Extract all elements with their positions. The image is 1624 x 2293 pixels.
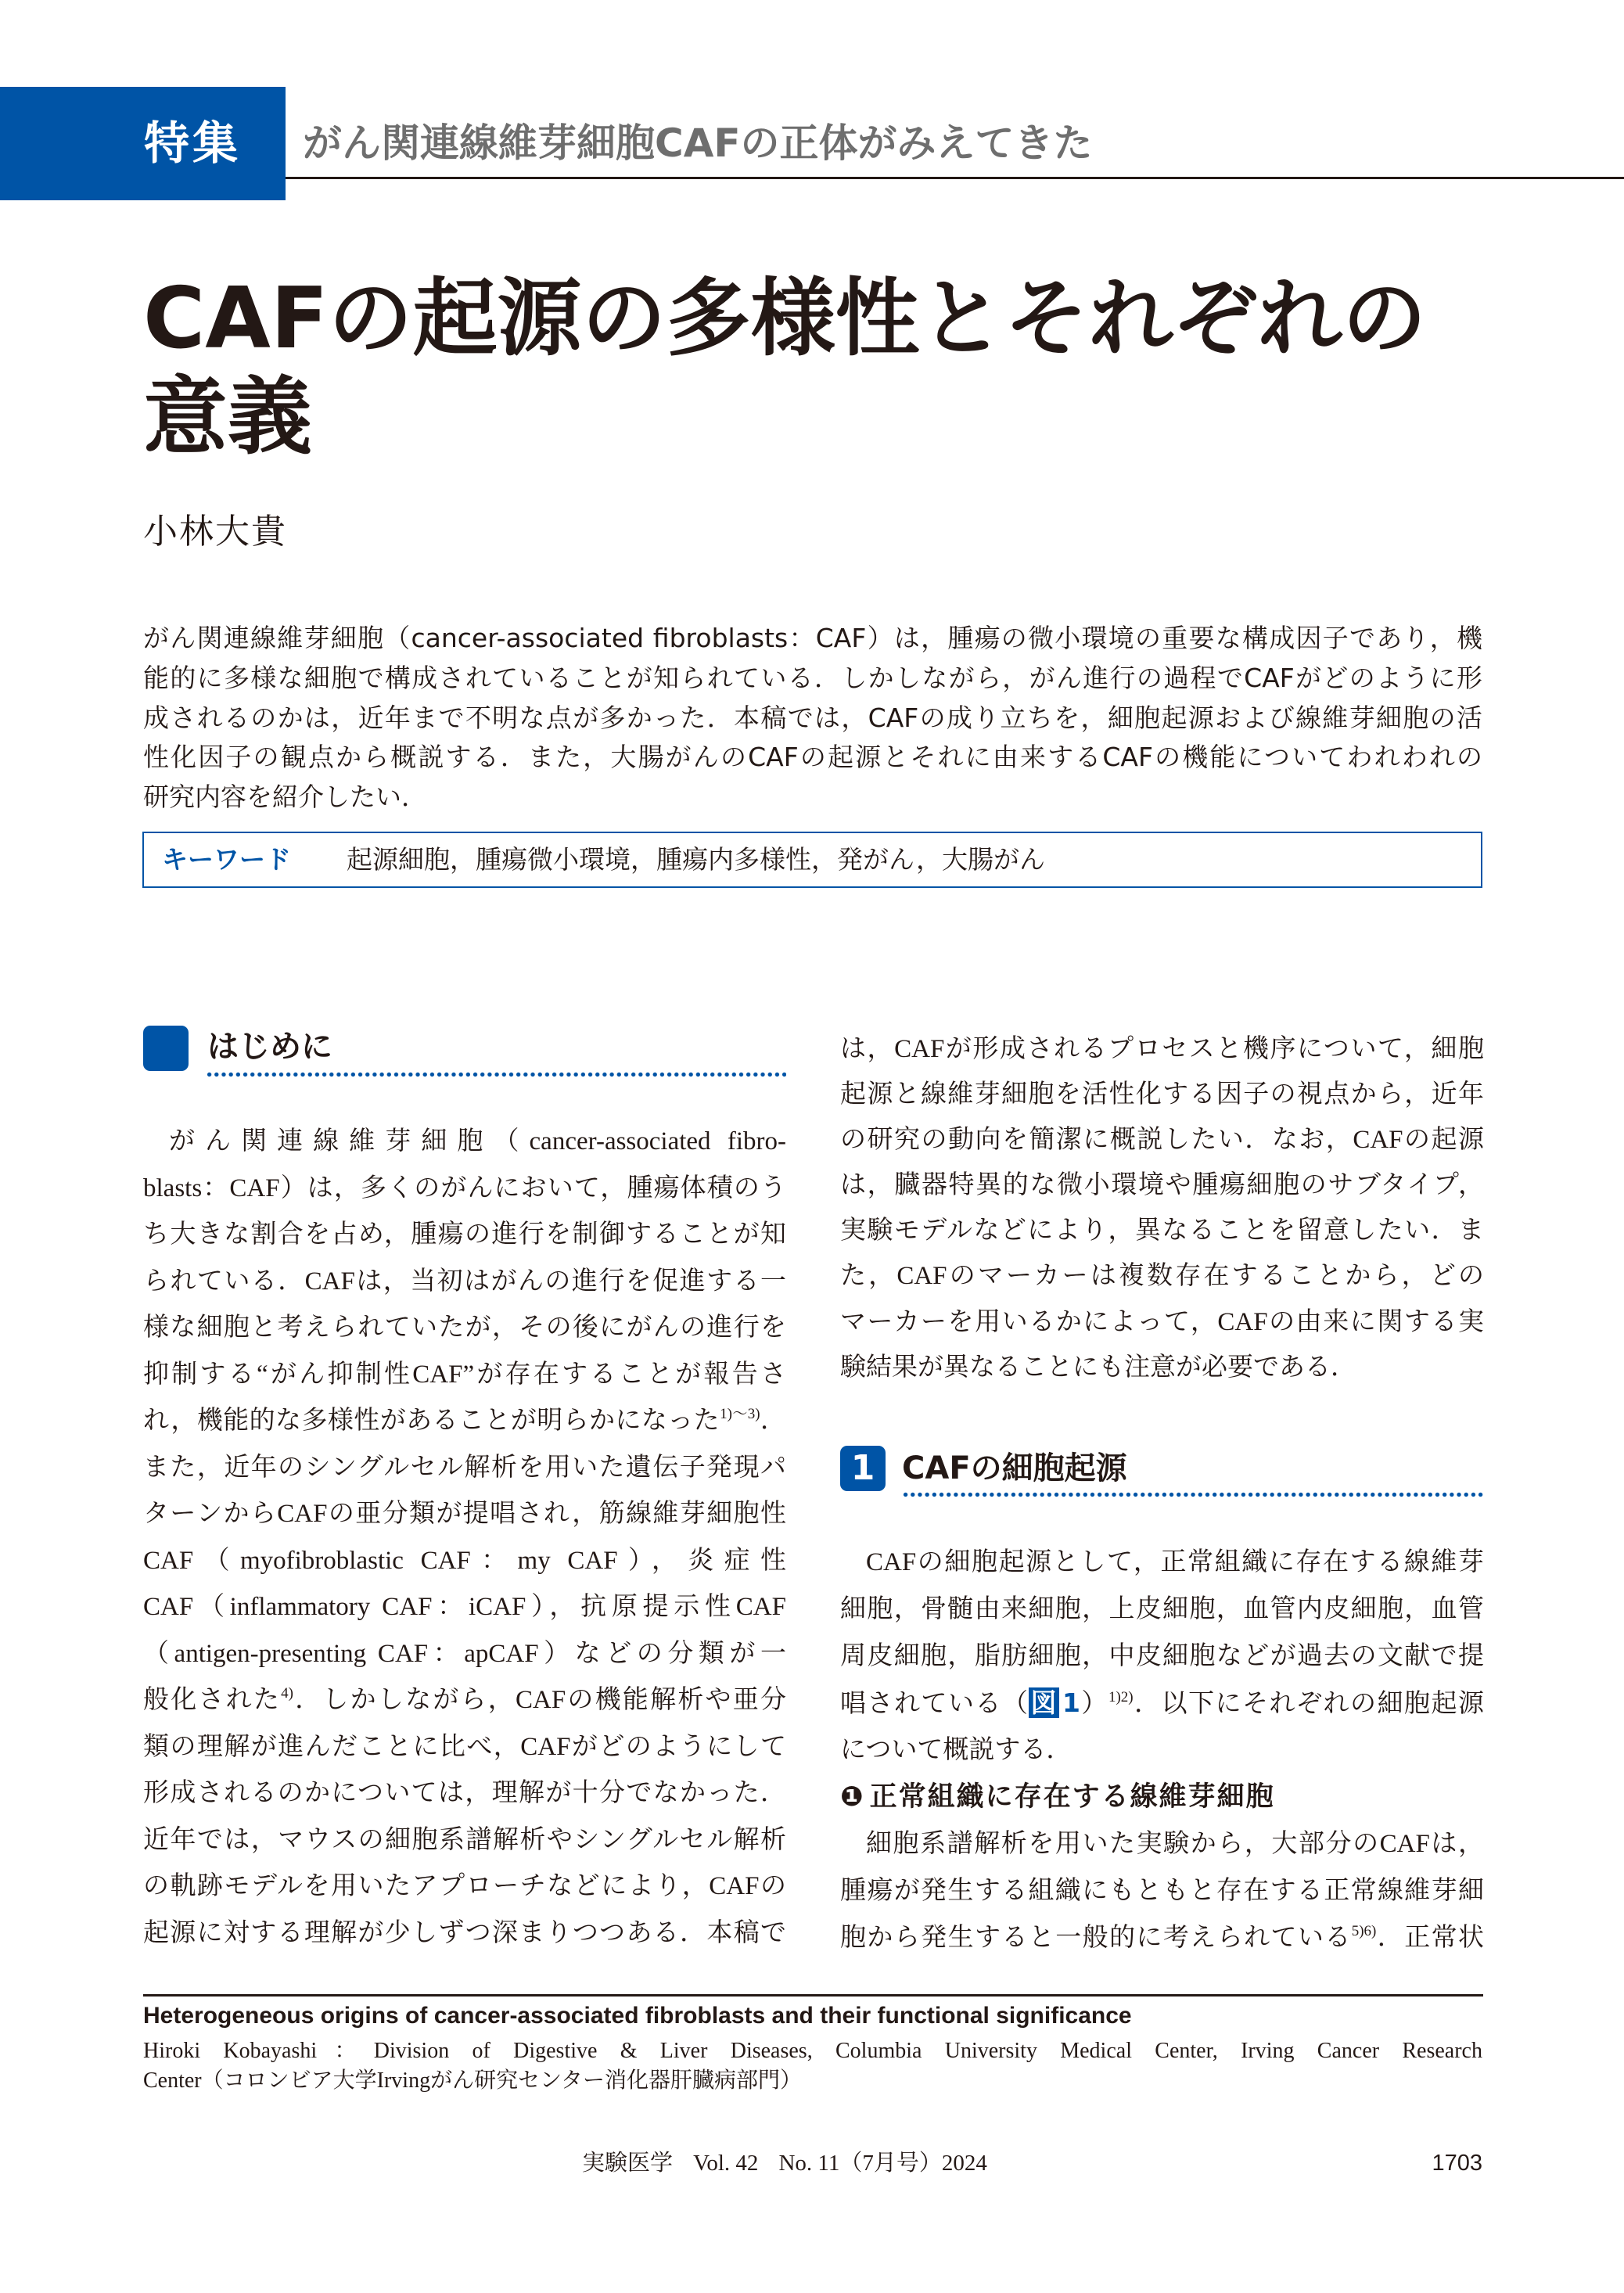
body-line: の軌跡モデルを用いたアプローチなどにより，CAFの [143,1872,786,1900]
article-title [143,270,1590,467]
journal-year: 2024 [941,2151,987,2176]
section-heading-dotted-rule [206,1072,786,1077]
abstract-line: 研究内容を紹介したい． [143,782,427,813]
left-column-body [143,1119,786,1957]
keywords-list: 起源細胞，腫瘍微小環境，腫瘍内多様性，発がん，大腸がん [347,844,1045,875]
figure-number[interactable]: 1 [1062,1687,1080,1718]
body-line [143,1398,786,1445]
body-line: CAFの細胞起源として，正常組織に存在する線維芽 [866,1548,1484,1576]
feature-badge-label: 特集 [143,117,241,170]
body-line: られている．CAFは，当初はがんの進行を促進する一 [143,1267,786,1296]
body-text: ） [1080,1690,1108,1718]
body-line: の研究の動向を簡潔に概説したい．なお，CAFの起源 [840,1126,1484,1155]
body-line: 験結果が異なることにも注意が必要である． [840,1353,1356,1382]
section-marker-square [143,1026,189,1071]
section-heading-intro: はじめに [207,1029,332,1065]
body-line: 抑制する“がん抑制性CAF”が存在することが報告さ [143,1360,786,1389]
keywords-label: キーワード [162,844,291,875]
feature-badge [0,87,286,200]
body-text: 胞から発生すると一般的に考えられている [840,1924,1352,1952]
citation-superscript: 4) [281,1685,293,1702]
affiliation-line: Hiroki Kobayashi：Division of Digestive & Liver Diseases, Columbia University Medical Center, Irving Cancer Research [143,2039,1482,2063]
journal-citation [582,2147,987,2179]
affiliation-line: Center（コロンビア大学Irvingがん研究センター消化器肝臓病部門） [143,2068,802,2093]
section-heading-cell-origin: CAFの細胞起源 [902,1450,1127,1486]
footer-rule [143,1994,1483,1996]
body-text: ．正常状 [1376,1924,1484,1952]
body-text: れ，機能的な多様性があることが明らかになった [143,1407,720,1435]
body-line: ち大きな割合を占め，腫瘍の進行を制御することが知 [143,1220,786,1249]
author-affiliation [143,2036,1482,2096]
body-line: 近年では，マウスの細胞系譜解析やシングルセル解析 [143,1825,786,1854]
body-line: また，近年のシングルセル解析を用いた遺伝子発現パ [143,1453,786,1482]
body-line: blasts：CAF）は，多くのがんにおいて，腫瘍体積のう [143,1173,786,1202]
english-title: Heterogeneous origins of cancer-associated fibroblasts and their functional significance [143,2003,1132,2029]
article-title-line: 意義 [143,368,313,466]
subsection-number-icon: ❶ [840,1781,865,1813]
body-line: は，CAFが形成されるプロセスと機序について，細胞 [840,1035,1484,1063]
journal-volume: Vol. 42 [693,2151,759,2176]
body-line [840,1680,1484,1727]
abstract [143,619,1482,818]
author-name: 小林大貴 [143,512,287,552]
keywords-box [142,832,1482,888]
body-line [840,1914,1484,1961]
body-line: は，臓器特異的な微小環境や腫瘍細胞のサブタイプ， [840,1171,1484,1200]
subsection-heading [840,1774,1484,1820]
body-line: がん関連線維芽細胞（cancer-associated fibro- [169,1127,786,1155]
body-line: 実験モデルなどにより，異なることを留意したい．ま [840,1217,1484,1245]
right-column-intro-continued [840,1026,1484,1390]
body-line: 細胞系譜解析を用いた実験から，大部分のCAFは， [866,1830,1484,1858]
body-line: 起源と線維芽細胞を活性化する因子の視点から，近年 [840,1080,1484,1109]
body-text: 唱されている（ [840,1690,1029,1718]
body-line: マーカーを用いるかによって，CAFの由来に関する実 [840,1307,1484,1336]
abstract-line: 成されるのかは，近年まで不明な点が多かった．本稿では，CAFの成り立ちを，細胞起源および線維芽細胞の活 [143,702,1482,733]
article-title-line: CAFの起源の多様性とそれぞれの [143,270,1427,368]
body-line [143,1677,786,1724]
body-line: 細胞，骨髄由来細胞，上皮細胞，血管内皮細胞，血管 [840,1595,1484,1623]
section-heading-dotted-rule [902,1492,1484,1497]
body-line: 周皮細胞，脂肪細胞，中皮細胞などが過去の文献で提 [840,1642,1484,1670]
body-line: 類の理解が進んだことに比べ，CAFがどのようにして [143,1732,786,1761]
body-line: た，CAFのマーカーは複数存在することから，どの [840,1262,1484,1291]
citation-superscript: 1)～3) [720,1406,760,1422]
body-line: 様な細胞と考えられていたが，その後にがんの進行を [143,1314,786,1342]
body-line: 形成されるのかについては，理解が十分でなかった． [143,1779,786,1807]
citation-superscript: 1)2) [1108,1689,1134,1705]
body-line: ターンからCAFの亜分類が提唱され，筋線維芽細胞性 [143,1500,786,1528]
abstract-line: がん関連線維芽細胞（cancer-associated fibroblasts：CAF）は，腫瘍の微小環境の重要な構成因子であり，機 [143,623,1482,653]
body-text: 般化された [143,1686,282,1714]
journal-issue: No. 11（7月号） [778,2151,942,2176]
section-1-body [840,1539,1484,1961]
section-number-badge: 1 [840,1446,886,1491]
body-line: CAF（myofibroblastic CAF：my CAF），炎症性 [143,1546,786,1575]
subsection-heading-text: 正常組織に存在する線維芽細胞 [869,1781,1275,1813]
journal-name: 実験医学 [582,2151,674,2176]
body-line: について概説する． [840,1736,1072,1764]
body-text: ．以下にそれぞれの細胞起源 [1133,1690,1485,1718]
figure-reference-link[interactable] [1029,1687,1080,1718]
figure-label[interactable]: 図 [1030,1687,1058,1718]
body-line: 腫瘍が発生する組織にもともと存在する正常線維芽細 [840,1877,1484,1905]
abstract-line: 性化因子の観点から概説する．また，大腸がんのCAFの起源とそれに由来するCAFの機能についてわれわれの [143,742,1482,773]
page-number: 1703 [1432,2151,1482,2176]
body-line: CAF（inflammatory CAF：iCAF），抗原提示性CAF [143,1593,786,1621]
body-line: 起源に対する理解が少しずつ深まりつつある．本稿で [143,1918,786,1947]
body-text: ． [760,1407,787,1435]
header-rule [286,177,1624,179]
body-line: （antigen-presenting CAF：apCAF）などの分類が一 [143,1639,786,1668]
abstract-line: 能的に多様な細胞で構成されていることが知られている．しかしながら，がん進行の過程でCAFがどのように形 [143,662,1482,693]
citation-superscript: 5)6) [1351,1923,1377,1939]
body-text: ．しかしながら，CAFの機能解析や亜分 [293,1686,787,1714]
feature-series-title: がん関連線維芽細胞CAFの正体がみえてきた [303,120,1093,166]
